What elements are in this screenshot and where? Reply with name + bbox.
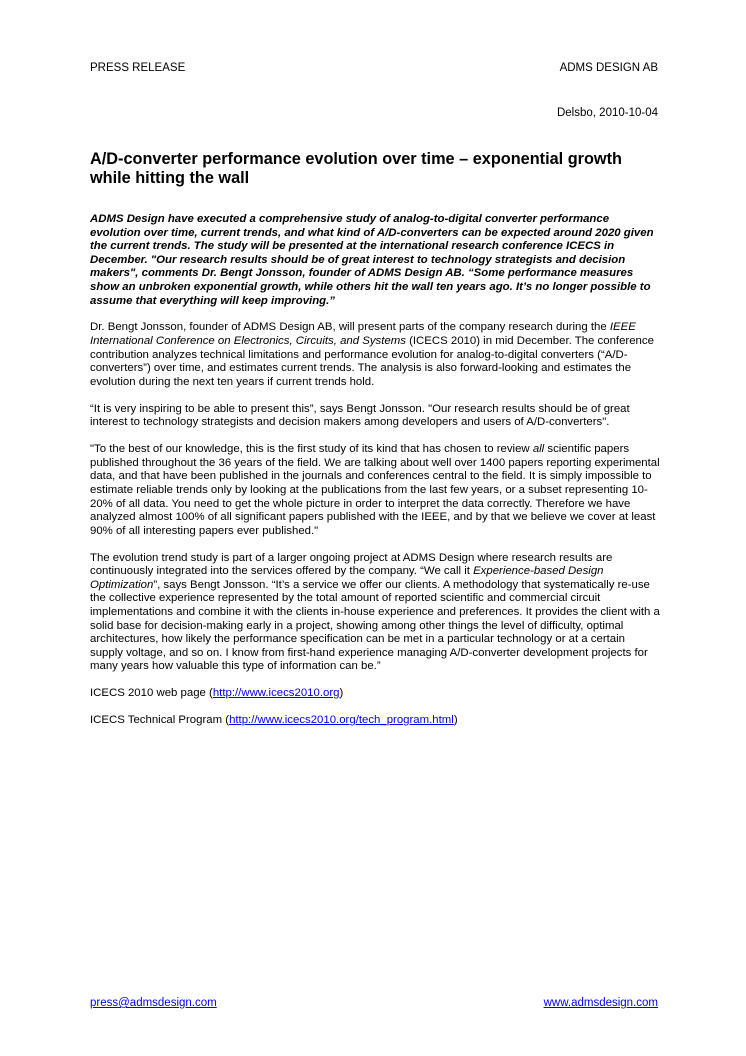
- tech-program-link[interactable]: http://www.icecs2010.org/tech_program.html: [229, 714, 454, 727]
- paragraph-1-text-a: Dr. Bengt Jonsson, founder of ADMS Design AB, will present parts of the company research during the: [90, 321, 610, 334]
- icecs-web-link[interactable]: http://www.icecs2010.org: [212, 687, 340, 700]
- page-header: [90, 62, 658, 74]
- page-footer: [90, 997, 658, 1009]
- icecs-link-line: [90, 687, 660, 701]
- icecs-link-close: ): [339, 687, 344, 700]
- paragraph-2: “It is very inspiring to be able to present this”, says Bengt Jonsson. "Our research results should be of great interest to technology strategists and decision makers among developers and users of A/D-converters".: [90, 402, 630, 429]
- conference-name: IEEE International Conference on Electronics, Circuits, and Systems: [90, 321, 636, 348]
- emphasis-all: all: [532, 443, 545, 456]
- dateline: Delsbo, 2010-10-04: [556, 107, 658, 119]
- page-title: A/D-converter performance evolution over time – exponential growth while hitting the wall: [90, 150, 622, 187]
- paragraph-1-text-b: (ICECS 2010) in mid December. The conference contribution analyzes technical limitations and performance evolution for analog-to-digital converters (“A/D-converters”) over time, and estimates current trends. The analysis is also forward-looking and estimates the evolution during the next ten years if current trends hold.: [90, 335, 654, 388]
- paragraph-3: [90, 443, 660, 538]
- press-email-link[interactable]: press@admsdesign.com: [90, 997, 217, 1009]
- company-name: ADMS DESIGN AB: [559, 62, 658, 74]
- document-page: [90, 0, 658, 1056]
- tech-program-link-line: [90, 714, 660, 728]
- tech-program-link-label: ICECS Technical Program (: [90, 714, 230, 727]
- article-body: [90, 213, 660, 741]
- icecs-link-label: ICECS 2010 web page (: [90, 687, 213, 700]
- lead-paragraph: ADMS Design have executed a comprehensive study of analog-to-digital converter performance evolution over time, current trends, and what kind of A/D-converters can be expected around 2020 given the current trends. The study will be presented at the international research conference ICECS in December. "Our research results should be of great interest to technology strategists and decision makers", comments Dr. Bengt Jonsson, founder of ADMS Design AB. “Some performance measures show an unbroken exponential growth, while others hit the wall ten years ago. It’s no longer possible to assume that everything will keep improving.”: [90, 213, 654, 307]
- tech-program-link-close: ): [453, 714, 458, 727]
- paragraph-4-text-b: ”, says Bengt Jonsson. “It’s a service we offer our clients. A methodology that systematically re-use the collective experience represented by the total amount of reported scientific and commercial circuit implementations and combine it with the clients in-house experience and preferences. It provides the client with a solid base for decision-making early in a project, showing among other things the level of difficulty, optimal architectures, how likely the performance specification can be met in a particular technology or at a certain supply voltage, and so on. I know from first-hand experience managing A/D-converter development projects for many years how valuable this type of information can be.”: [90, 578, 660, 673]
- header-label: PRESS RELEASE: [90, 62, 186, 74]
- website-link[interactable]: www.admsdesign.com: [543, 997, 658, 1009]
- paragraph-4-text-a: The evolution trend study is part of a larger ongoing project at ADMS Design where research results are continuously integrated into the services offered by the company. “We call it: [90, 551, 613, 578]
- paragraph-3-text-a: "To the best of our knowledge, this is the first study of its kind that has chosen to review: [90, 443, 533, 456]
- paragraph-3-text-b: scientific papers published throughout the 36 years of the field. We are talking about well over 1400 papers reporting experimental data, and that have been published in the journals and conferences central to the field. It is simply impossible to estimate reliable trends only by looking at the publications from the last few years, or a subset representing 10-20% of all data. You need to get the whole picture in order to interpret the data correctly. Therefore we have analyzed almost 100% of all significant papers published with the IEEE, and by that we believe we cover at least 90% of all interesting papers ever published.": [90, 443, 660, 537]
- paragraph-4: [90, 552, 660, 674]
- paragraph-1: [90, 321, 660, 389]
- service-name: Experience-based Design Optimization: [90, 565, 604, 591]
